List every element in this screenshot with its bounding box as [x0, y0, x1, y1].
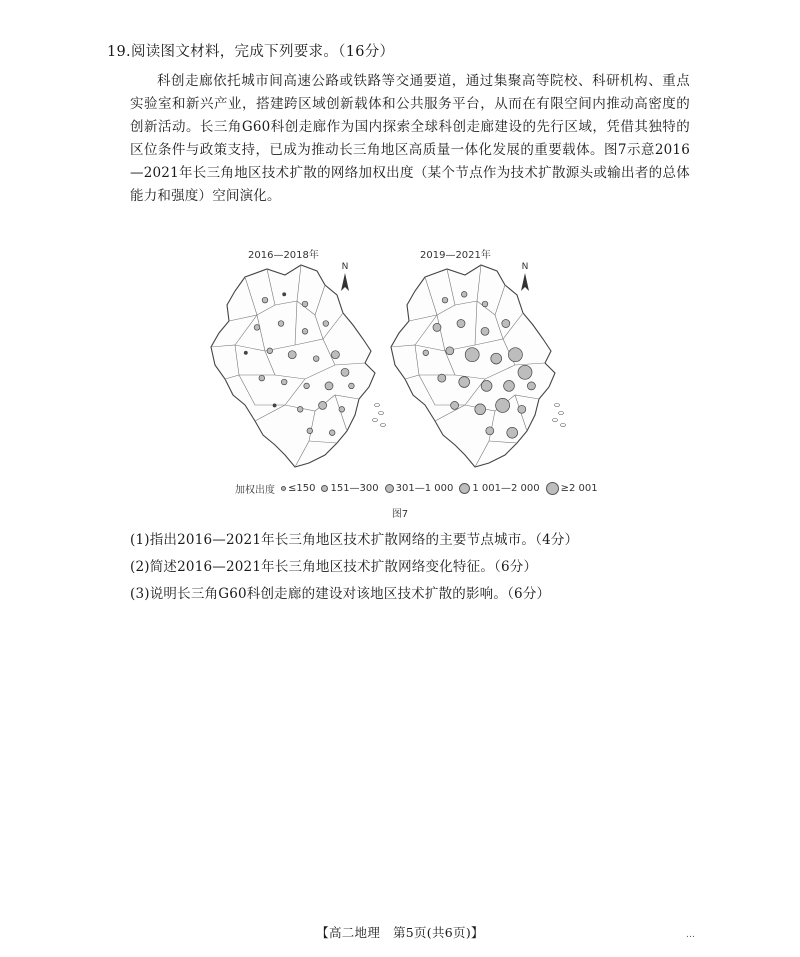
legend-label-1: ≤150	[288, 483, 316, 494]
map-left-title: 2016—2018年	[248, 250, 319, 261]
city-node	[281, 379, 287, 385]
city-node	[267, 348, 273, 354]
legend-item-3	[385, 483, 454, 494]
city-node	[323, 321, 329, 327]
city-node	[254, 325, 260, 331]
sub-question-1: (1)指出2016—2021年长三角地区技术扩散网络的主要节点城市。（4分）	[130, 532, 579, 548]
island-shape	[559, 412, 564, 415]
city-node	[496, 398, 510, 412]
map-right-title: 2019—2021年	[420, 250, 491, 261]
city-node	[313, 356, 319, 362]
city-node	[508, 348, 522, 362]
legend-dot-2	[321, 485, 328, 492]
legend-dot-1	[281, 486, 286, 491]
city-node	[329, 430, 335, 436]
city-node	[341, 368, 349, 376]
island-shape	[379, 412, 384, 415]
figure-caption: 图7	[391, 509, 409, 520]
city-node	[482, 301, 488, 307]
city-node	[504, 381, 515, 392]
north-label: N	[341, 262, 349, 272]
city-node	[502, 320, 510, 328]
legend-dot-3	[385, 484, 394, 493]
city-node	[339, 407, 345, 413]
city-node	[302, 329, 308, 335]
legend-label-2: 151—300	[330, 483, 379, 494]
legend-item-4	[459, 483, 539, 494]
city-node	[262, 297, 268, 303]
city-node	[423, 350, 429, 356]
passage-paragraph: 科创走廊依托城市间高速公路或铁路等交通要道，通过集聚高等院校、科研机构、重点实验室和新兴产业，搭建跨区域创新载体和公共服务平台，从而在有限空间内推动高密度的创新活动。长三角G60科创走廊作为国内探索全球科创走廊建设的先行区域，凭借其独特的区位条件与政策支持，已成为推动长三角地区高质量一体化发展的重要载体。图7示意2016—2021年长三角地区技术扩散的网络加权出度（某个节点作为技术扩散源头或输出者的总体能力和强度）空间演化。	[130, 73, 690, 204]
city-node	[457, 320, 465, 328]
city-node	[438, 374, 446, 382]
legend-item-5	[546, 482, 598, 495]
north-label: N	[521, 262, 529, 272]
city-node	[259, 375, 265, 381]
north-arrow-icon	[341, 262, 349, 291]
legend-label-5: ≥2 001	[560, 483, 598, 494]
city-node	[307, 428, 313, 434]
map-2019-2021	[385, 255, 570, 475]
city-node	[304, 383, 310, 389]
city-node	[278, 321, 284, 327]
city-node	[297, 407, 303, 413]
city-node	[518, 405, 526, 413]
passage	[130, 70, 690, 208]
city-node	[273, 404, 276, 407]
page-footer: 【高二地理 第5页(共6页)】	[316, 925, 484, 940]
island-shape	[553, 419, 558, 422]
city-node	[325, 382, 333, 390]
map-2016-2018	[205, 255, 390, 475]
city-node	[518, 365, 532, 379]
legend-label-3: 301—1 000	[395, 483, 454, 494]
city-node	[481, 381, 492, 392]
legend-dot-5	[546, 482, 559, 495]
island-shape	[373, 419, 378, 422]
city-node	[331, 351, 339, 359]
city-node	[527, 382, 535, 390]
city-node	[451, 401, 459, 409]
legend-label-4: 1 001—2 000	[472, 483, 540, 494]
city-node	[475, 404, 486, 415]
city-node	[446, 347, 454, 355]
city-node	[442, 297, 448, 303]
map-legend	[235, 481, 615, 496]
city-node	[459, 377, 470, 388]
city-node	[288, 351, 296, 359]
legend-dot-4	[459, 483, 470, 494]
region-outline	[391, 265, 555, 467]
sub-question-2: (2)简述2016—2021年长三角地区技术扩散网络变化特征。（6分）	[130, 559, 538, 575]
city-node	[465, 348, 479, 362]
island-shape	[555, 404, 560, 407]
city-node	[319, 401, 327, 409]
island-shape	[561, 424, 566, 427]
region-outline	[211, 265, 375, 467]
north-arrow-icon	[521, 262, 529, 291]
city-node	[481, 327, 489, 335]
city-node	[244, 351, 247, 354]
city-node	[349, 383, 355, 389]
question-title: 19.阅读图文材料，完成下列要求。（16分）	[107, 44, 395, 60]
city-node	[283, 293, 286, 296]
city-node	[433, 323, 441, 331]
city-node	[486, 427, 494, 435]
sub-question-3: (3)说明长三角G60科创走廊的建设对该地区技术扩散的影响。（6分）	[130, 586, 551, 602]
legend-title: 加权出度	[235, 485, 275, 496]
city-node	[507, 427, 518, 438]
legend-item-2	[321, 483, 378, 494]
legend-item-1	[281, 483, 315, 494]
city-node	[461, 292, 467, 298]
corner-mark: …	[686, 930, 695, 940]
city-node	[491, 353, 502, 364]
city-node	[302, 301, 308, 307]
island-shape	[375, 404, 380, 407]
